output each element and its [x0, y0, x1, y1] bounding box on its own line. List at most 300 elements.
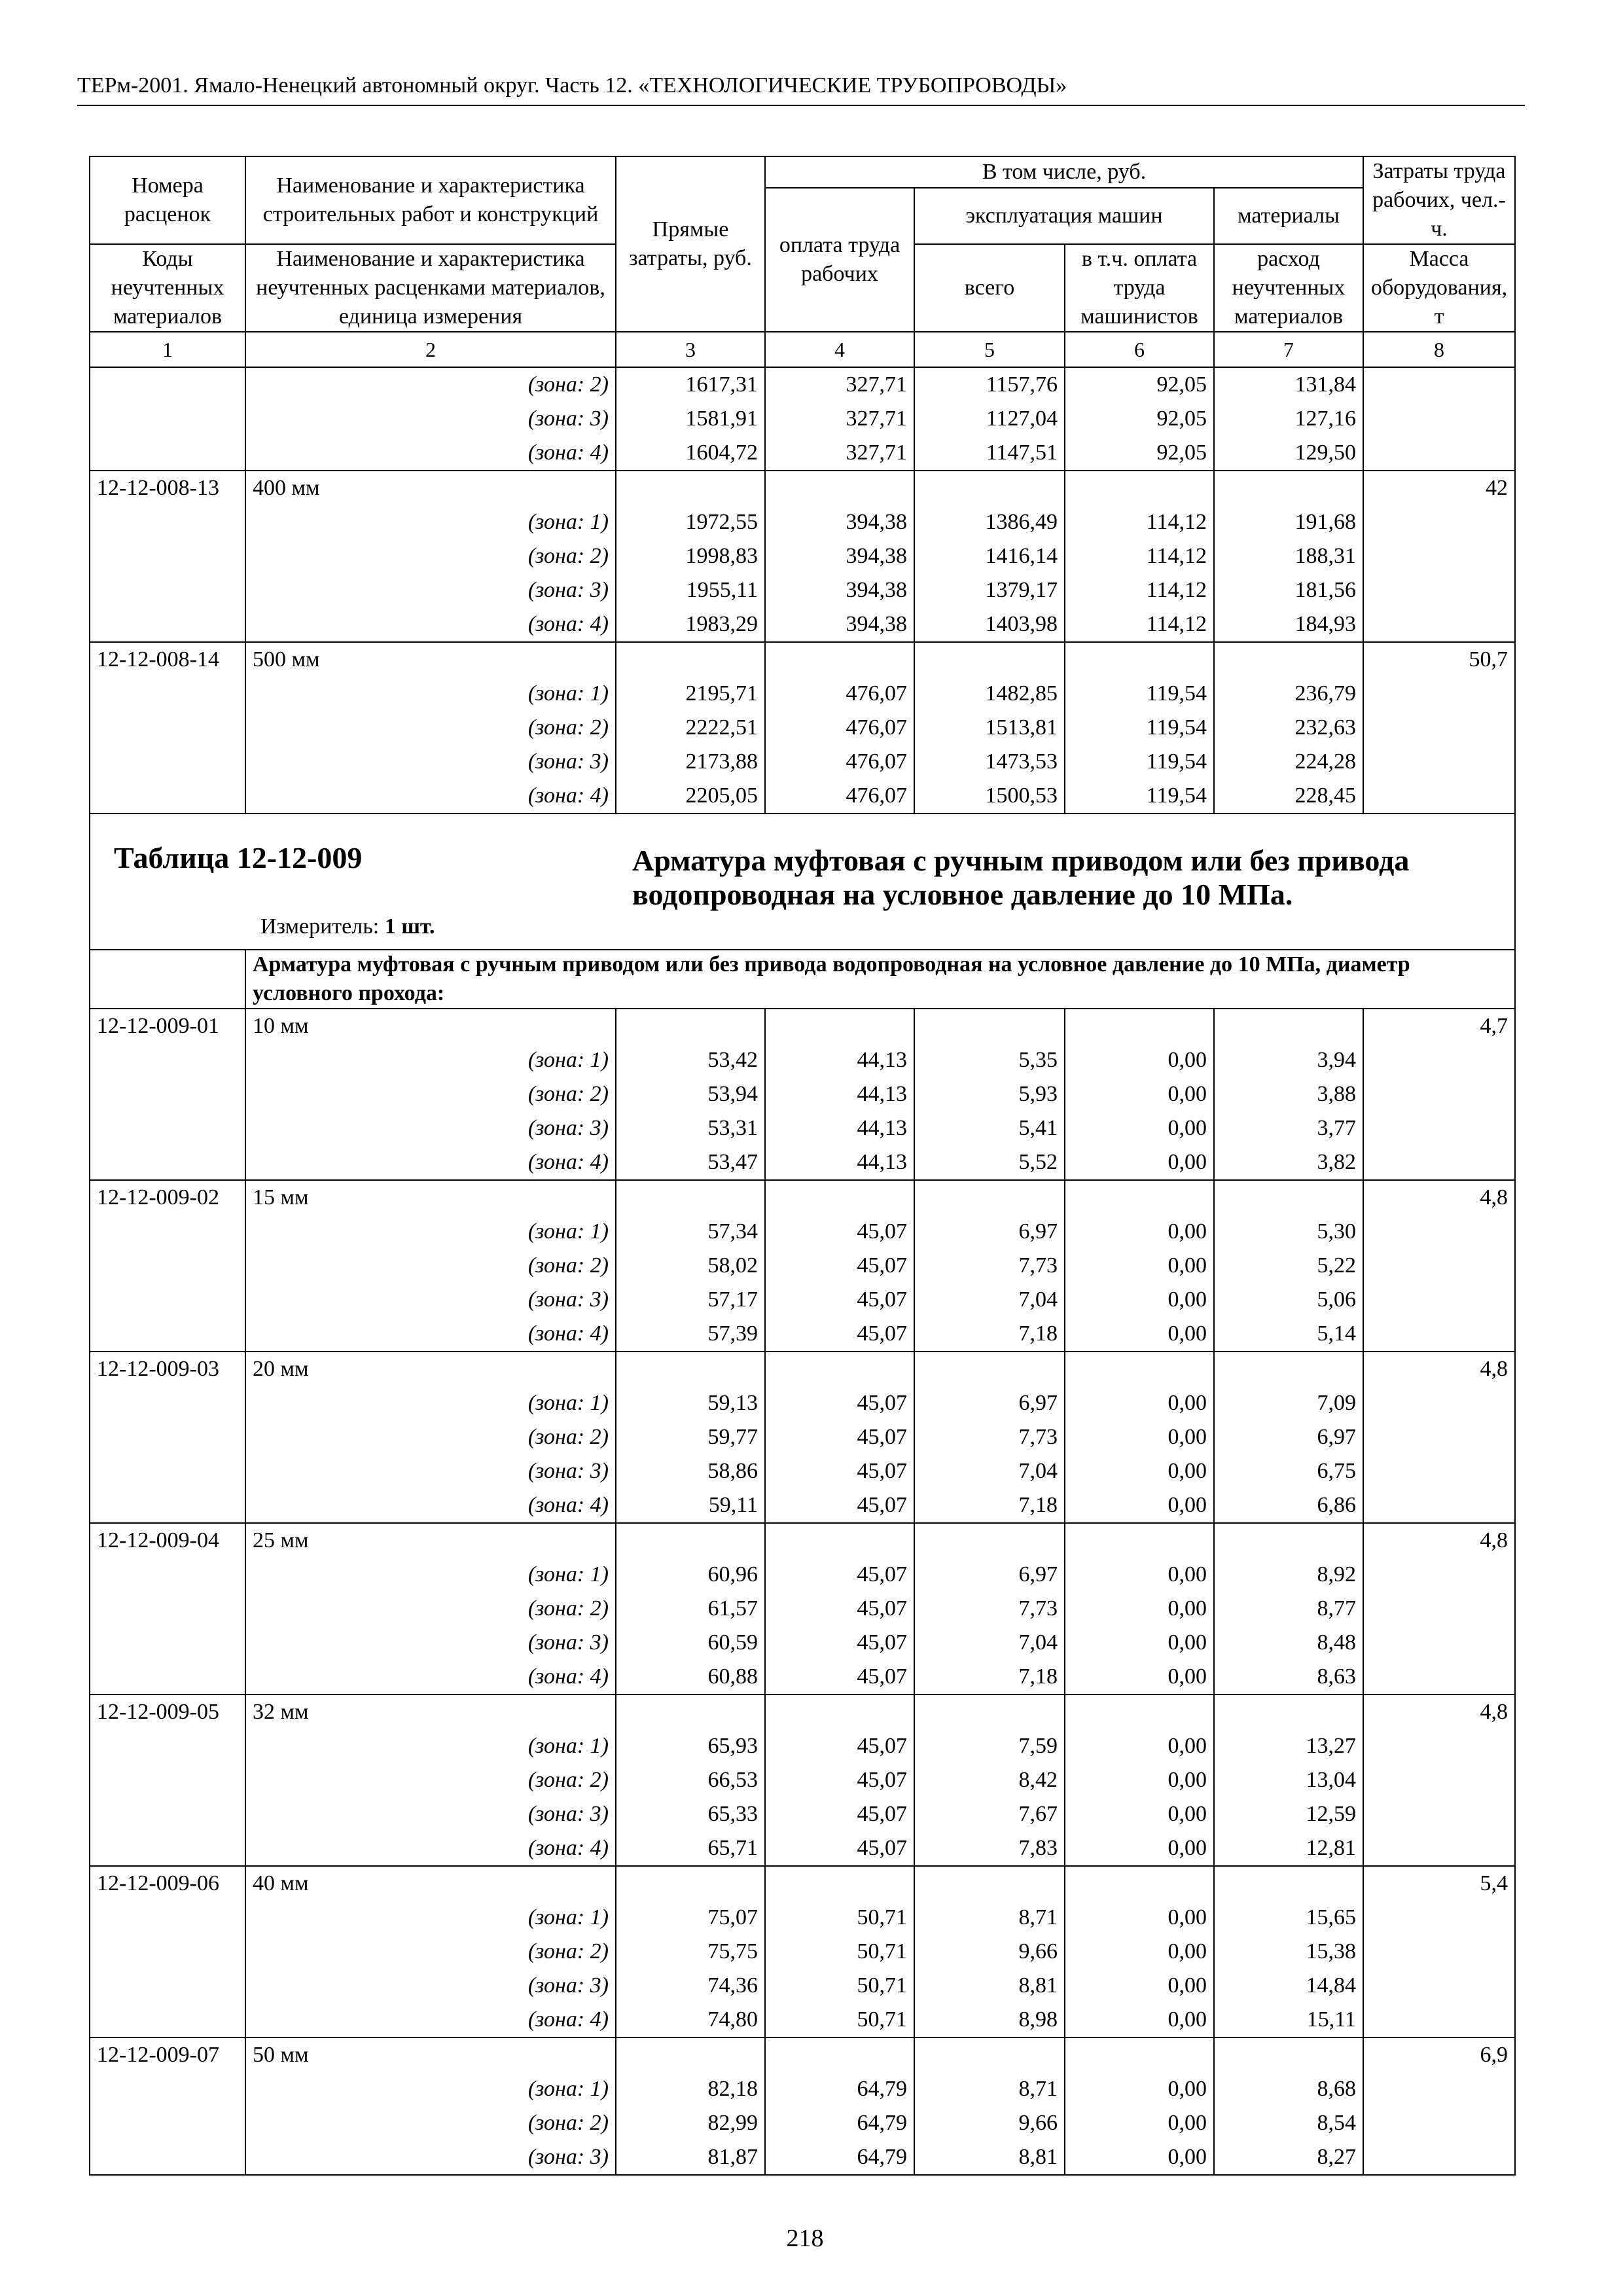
rate-name: 40 мм [245, 1866, 616, 1901]
empty-cell [90, 539, 245, 573]
equipment-mass: 6,9 [1363, 2037, 1515, 2072]
zone-label: (зона: 1) [245, 1901, 616, 1935]
value-cell: 0,00 [1065, 2072, 1214, 2106]
value-cell: 181,56 [1214, 573, 1363, 607]
empty-cell [914, 1866, 1065, 1901]
value-cell: 0,00 [1065, 1420, 1214, 1454]
empty-cell [1363, 1249, 1515, 1283]
empty-cell [1363, 573, 1515, 607]
empty-cell [90, 1043, 245, 1077]
zone-row [90, 2072, 1515, 2106]
rate-code-row [90, 1866, 1515, 1901]
value-cell: 6,86 [1214, 1488, 1363, 1523]
zone-row [90, 1111, 1515, 1145]
value-cell: 0,00 [1065, 2140, 1214, 2175]
value-cell: 8,42 [914, 1763, 1065, 1797]
value-cell: 50,71 [765, 2003, 914, 2037]
value-cell: 57,39 [616, 1317, 765, 1352]
zone-label: (зона: 2) [245, 367, 616, 402]
value-cell: 0,00 [1065, 2003, 1214, 2037]
value-cell: 119,54 [1065, 745, 1214, 779]
value-cell: 45,07 [765, 1729, 914, 1763]
empty-cell [90, 1215, 245, 1249]
empty-cell [90, 436, 245, 471]
equipment-mass: 5,4 [1363, 1866, 1515, 1901]
zone-row [90, 1626, 1515, 1660]
value-cell: 1604,72 [616, 436, 765, 471]
value-cell: 114,12 [1065, 539, 1214, 573]
value-cell: 2173,88 [616, 745, 765, 779]
zone-label: (зона: 3) [245, 402, 616, 436]
value-cell: 50,71 [765, 1935, 914, 1969]
empty-cell [90, 402, 245, 436]
zone-label: (зона: 1) [245, 1729, 616, 1763]
empty-cell [1363, 1660, 1515, 1695]
unit-value: 1 шт. [384, 914, 435, 939]
value-cell: 66,53 [616, 1763, 765, 1797]
value-cell: 1386,49 [914, 505, 1065, 539]
value-cell: 0,00 [1065, 1901, 1214, 1935]
empty-cell [90, 1831, 245, 1866]
value-cell: 50,71 [765, 1969, 914, 2003]
empty-cell [1363, 436, 1515, 471]
value-cell: 3,88 [1214, 1077, 1363, 1111]
value-cell: 7,83 [914, 1831, 1065, 1866]
value-cell: 0,00 [1065, 1283, 1214, 1317]
empty-cell [1363, 1145, 1515, 1180]
value-cell: 45,07 [765, 1763, 914, 1797]
section-title: Арматура муфтовая с ручным приводом или без привода водопроводная на условное давление до 10 МПа, диаметр условного прохода: [245, 950, 1515, 1009]
value-cell: 119,54 [1065, 711, 1214, 745]
empty-cell [90, 1454, 245, 1488]
zone-row [90, 1660, 1515, 1695]
rates-table [89, 156, 1516, 2176]
zone-label: (зона: 2) [245, 1592, 616, 1626]
rate-code-row [90, 1695, 1515, 1729]
table-name: Арматура муфтовая с ручным приводом или без привода водопроводная на условное давление до 10 МПа. [632, 844, 1410, 911]
value-cell: 5,41 [914, 1111, 1065, 1145]
empty-cell [1363, 402, 1515, 436]
value-cell: 1416,14 [914, 539, 1065, 573]
zone-label: (зона: 2) [245, 1077, 616, 1111]
empty-cell [914, 1352, 1065, 1386]
value-cell: 2205,05 [616, 779, 765, 814]
value-cell: 1157,76 [914, 367, 1065, 402]
value-cell: 0,00 [1065, 1043, 1214, 1077]
empty-cell [90, 950, 245, 1009]
value-cell: 15,38 [1214, 1935, 1363, 1969]
header-number: 8 [1363, 332, 1515, 367]
header-materials: материалы [1214, 188, 1363, 244]
value-cell: 59,13 [616, 1386, 765, 1420]
equipment-mass: 4,8 [1363, 1352, 1515, 1386]
empty-cell [1065, 1523, 1214, 1558]
value-cell: 58,86 [616, 1454, 765, 1488]
value-cell: 65,33 [616, 1797, 765, 1831]
rate-code: 12-12-008-14 [90, 642, 245, 677]
zone-row [90, 2106, 1515, 2140]
empty-cell [1363, 1797, 1515, 1831]
rate-name: 500 мм [245, 642, 616, 677]
empty-cell [1065, 1180, 1214, 1215]
zone-row [90, 505, 1515, 539]
rate-name: 32 мм [245, 1695, 616, 1729]
value-cell: 327,71 [765, 436, 914, 471]
page-number: 218 [786, 2225, 824, 2252]
value-cell: 191,68 [1214, 505, 1363, 539]
zone-row [90, 1935, 1515, 1969]
header-number: 4 [765, 332, 914, 367]
empty-cell [1065, 1695, 1214, 1729]
value-cell: 9,66 [914, 1935, 1065, 1969]
empty-cell [914, 1180, 1065, 1215]
zone-row [90, 1454, 1515, 1488]
value-cell: 74,36 [616, 1969, 765, 2003]
value-cell: 6,97 [914, 1215, 1065, 1249]
empty-cell [1363, 1386, 1515, 1420]
value-cell: 65,93 [616, 1729, 765, 1763]
value-cell: 1983,29 [616, 607, 765, 642]
empty-cell [90, 2003, 245, 2037]
value-cell: 82,99 [616, 2106, 765, 2140]
table-title-box [97, 814, 1508, 949]
rate-code: 12-12-009-05 [90, 1695, 245, 1729]
zone-row [90, 1901, 1515, 1935]
header-col3: Прямые затраты, руб. [616, 156, 765, 332]
empty-cell [1363, 1729, 1515, 1763]
zone-label: (зона: 1) [245, 1043, 616, 1077]
value-cell: 60,96 [616, 1558, 765, 1592]
value-cell: 45,07 [765, 1592, 914, 1626]
empty-cell [765, 471, 914, 505]
value-cell: 6,97 [914, 1558, 1065, 1592]
value-cell: 44,13 [765, 1077, 914, 1111]
value-cell: 64,79 [765, 2072, 914, 2106]
value-cell: 394,38 [765, 539, 914, 573]
value-cell: 0,00 [1065, 1626, 1214, 1660]
value-cell: 131,84 [1214, 367, 1363, 402]
empty-cell [1363, 1317, 1515, 1352]
empty-cell [90, 1935, 245, 1969]
empty-cell [1363, 1592, 1515, 1626]
empty-cell [1214, 2037, 1363, 2072]
empty-cell [914, 642, 1065, 677]
rate-name: 20 мм [245, 1352, 616, 1386]
empty-cell [1065, 642, 1214, 677]
zone-label: (зона: 3) [245, 745, 616, 779]
value-cell: 0,00 [1065, 1592, 1214, 1626]
zone-row [90, 607, 1515, 642]
value-cell: 6,97 [914, 1386, 1065, 1420]
value-cell: 0,00 [1065, 1969, 1214, 2003]
empty-cell [90, 1763, 245, 1797]
zone-label: (зона: 2) [245, 711, 616, 745]
zone-row [90, 1317, 1515, 1352]
zone-row [90, 2003, 1515, 2037]
empty-cell [1363, 1488, 1515, 1523]
empty-cell [1363, 1420, 1515, 1454]
value-cell: 129,50 [1214, 436, 1363, 471]
header-col2-top: Наименование и характеристика строительных работ и конструкций [245, 156, 616, 244]
empty-cell [616, 642, 765, 677]
empty-cell [90, 677, 245, 711]
header-group: В том числе, руб. [765, 156, 1363, 188]
empty-cell [765, 1180, 914, 1215]
empty-cell [1214, 1009, 1363, 1043]
empty-cell [1065, 2037, 1214, 2072]
empty-cell [1363, 1215, 1515, 1249]
empty-cell [765, 1866, 914, 1901]
header-col1-bottom: Коды неучтенных материалов [90, 244, 245, 332]
value-cell: 7,73 [914, 1249, 1065, 1283]
empty-cell [1214, 642, 1363, 677]
empty-cell [914, 1009, 1065, 1043]
zone-label: (зона: 3) [245, 1283, 616, 1317]
value-cell: 82,18 [616, 2072, 765, 2106]
zone-label: (зона: 4) [245, 779, 616, 814]
value-cell: 53,94 [616, 1077, 765, 1111]
zone-row [90, 1249, 1515, 1283]
header-labor-costs: Затраты труда рабочих, чел.-ч. [1363, 156, 1515, 244]
value-cell: 13,27 [1214, 1729, 1363, 1763]
header-col2-bottom: Наименование и характеристика неучтенных расценками материалов, единица измерения [245, 244, 616, 332]
zone-label: (зона: 2) [245, 1935, 616, 1969]
rate-name: 400 мм [245, 471, 616, 505]
zone-label: (зона: 1) [245, 2072, 616, 2106]
value-cell: 476,07 [765, 711, 914, 745]
value-cell: 1972,55 [616, 505, 765, 539]
value-cell: 44,13 [765, 1043, 914, 1077]
value-cell: 0,00 [1065, 1317, 1214, 1352]
value-cell: 74,80 [616, 2003, 765, 2037]
value-cell: 127,16 [1214, 402, 1363, 436]
zone-label: (зона: 1) [245, 1386, 616, 1420]
empty-cell [1363, 1935, 1515, 1969]
rate-code: 12-12-009-01 [90, 1009, 245, 1043]
zone-row [90, 573, 1515, 607]
value-cell: 5,35 [914, 1043, 1065, 1077]
empty-cell [1065, 1352, 1214, 1386]
equipment-mass: 42 [1363, 471, 1515, 505]
zone-row [90, 1763, 1515, 1797]
value-cell: 92,05 [1065, 436, 1214, 471]
empty-cell [90, 1969, 245, 2003]
empty-cell [90, 1488, 245, 1523]
empty-cell [90, 1729, 245, 1763]
zone-label: (зона: 4) [245, 1488, 616, 1523]
value-cell: 0,00 [1065, 1558, 1214, 1592]
value-cell: 2195,71 [616, 677, 765, 711]
value-cell: 53,47 [616, 1145, 765, 1180]
zone-row [90, 711, 1515, 745]
zone-label: (зона: 3) [245, 1111, 616, 1145]
zone-row [90, 1043, 1515, 1077]
value-cell: 5,06 [1214, 1283, 1363, 1317]
value-cell: 119,54 [1065, 779, 1214, 814]
rate-code-row [90, 2037, 1515, 2072]
value-cell: 184,93 [1214, 607, 1363, 642]
empty-cell [765, 1352, 914, 1386]
value-cell: 75,07 [616, 1901, 765, 1935]
empty-cell [1363, 1077, 1515, 1111]
zone-row [90, 1215, 1515, 1249]
zone-row [90, 1386, 1515, 1420]
equipment-mass: 50,7 [1363, 642, 1515, 677]
page-header: ТЕРм-2001. Ямало-Ненецкий автономный округ. Часть 12. «ТЕХНОЛОГИЧЕСКИЕ ТРУБОПРОВОДЫ» [77, 73, 1067, 98]
value-cell: 50,71 [765, 1901, 914, 1935]
header-number: 7 [1214, 332, 1363, 367]
empty-cell [616, 471, 765, 505]
value-cell: 1513,81 [914, 711, 1065, 745]
empty-cell [1363, 1831, 1515, 1866]
zone-row [90, 1077, 1515, 1111]
value-cell: 92,05 [1065, 367, 1214, 402]
empty-cell [1363, 1763, 1515, 1797]
value-cell: 8,27 [1214, 2140, 1363, 2175]
value-cell: 5,22 [1214, 1249, 1363, 1283]
empty-cell [90, 1901, 245, 1935]
empty-cell [90, 2106, 245, 2140]
empty-cell [1065, 1866, 1214, 1901]
zone-row [90, 436, 1515, 471]
value-cell: 114,12 [1065, 505, 1214, 539]
header-number: 1 [90, 332, 245, 367]
value-cell: 92,05 [1065, 402, 1214, 436]
value-cell: 0,00 [1065, 1249, 1214, 1283]
zone-label: (зона: 1) [245, 1558, 616, 1592]
empty-cell [616, 1009, 765, 1043]
value-cell: 3,94 [1214, 1043, 1363, 1077]
value-cell: 45,07 [765, 1660, 914, 1695]
zone-row [90, 1283, 1515, 1317]
empty-cell [616, 1352, 765, 1386]
value-cell: 394,38 [765, 607, 914, 642]
value-cell: 45,07 [765, 1386, 914, 1420]
empty-cell [616, 1523, 765, 1558]
header-col1-top: Номера расценок [90, 156, 245, 244]
empty-cell [1214, 1523, 1363, 1558]
value-cell: 7,67 [914, 1797, 1065, 1831]
value-cell: 327,71 [765, 402, 914, 436]
empty-cell [1214, 1352, 1363, 1386]
empty-cell [1214, 1180, 1363, 1215]
value-cell: 5,14 [1214, 1317, 1363, 1352]
empty-cell [1363, 1111, 1515, 1145]
empty-cell [1363, 1901, 1515, 1935]
value-cell: 0,00 [1065, 1831, 1214, 1866]
rate-code-row [90, 1180, 1515, 1215]
value-cell: 114,12 [1065, 607, 1214, 642]
value-cell: 8,81 [914, 1969, 1065, 2003]
value-cell: 45,07 [765, 1454, 914, 1488]
empty-cell [1065, 1009, 1214, 1043]
value-cell: 7,04 [914, 1283, 1065, 1317]
empty-cell [90, 2072, 245, 2106]
header-number: 2 [245, 332, 616, 367]
value-cell: 45,07 [765, 1249, 914, 1283]
empty-cell [765, 2037, 914, 2072]
zone-label: (зона: 4) [245, 1317, 616, 1352]
empty-cell [1363, 745, 1515, 779]
equipment-mass: 4,8 [1363, 1695, 1515, 1729]
zone-label: (зона: 1) [245, 505, 616, 539]
value-cell: 9,66 [914, 2106, 1065, 2140]
empty-cell [90, 607, 245, 642]
value-cell: 1473,53 [914, 745, 1065, 779]
zone-label: (зона: 4) [245, 436, 616, 471]
empty-cell [616, 1180, 765, 1215]
empty-cell [90, 745, 245, 779]
zone-row [90, 1145, 1515, 1180]
section-title-row [90, 950, 1515, 1009]
empty-cell [90, 505, 245, 539]
table-unit [260, 912, 435, 941]
value-cell: 476,07 [765, 779, 914, 814]
value-cell: 0,00 [1065, 2106, 1214, 2140]
zone-label: (зона: 4) [245, 2003, 616, 2037]
empty-cell [90, 1111, 245, 1145]
value-cell: 45,07 [765, 1797, 914, 1831]
value-cell: 45,07 [765, 1420, 914, 1454]
value-cell: 8,48 [1214, 1626, 1363, 1660]
empty-cell [1363, 1558, 1515, 1592]
value-cell: 8,98 [914, 2003, 1065, 2037]
value-cell: 45,07 [765, 1558, 914, 1592]
value-cell: 188,31 [1214, 539, 1363, 573]
rate-code: 12-12-009-04 [90, 1523, 245, 1558]
header-number: 3 [616, 332, 765, 367]
value-cell: 81,87 [616, 2140, 765, 2175]
empty-cell [1363, 367, 1515, 402]
empty-cell [90, 1249, 245, 1283]
zone-row [90, 677, 1515, 711]
zone-row [90, 1831, 1515, 1866]
zone-label: (зона: 3) [245, 1797, 616, 1831]
value-cell: 7,73 [914, 1420, 1065, 1454]
zone-row [90, 745, 1515, 779]
empty-cell [90, 779, 245, 814]
value-cell: 12,81 [1214, 1831, 1363, 1866]
value-cell: 5,52 [914, 1145, 1065, 1180]
equipment-mass: 4,7 [1363, 1009, 1515, 1043]
zone-label: (зона: 3) [245, 1969, 616, 2003]
value-cell: 45,07 [765, 1626, 914, 1660]
value-cell: 8,63 [1214, 1660, 1363, 1695]
zone-label: (зона: 4) [245, 607, 616, 642]
empty-cell [765, 642, 914, 677]
value-cell: 236,79 [1214, 677, 1363, 711]
value-cell: 3,82 [1214, 1145, 1363, 1180]
empty-cell [1363, 2072, 1515, 2106]
rate-code-row [90, 1352, 1515, 1386]
value-cell: 14,84 [1214, 1969, 1363, 2003]
zone-label: (зона: 2) [245, 2106, 616, 2140]
value-cell: 7,73 [914, 1592, 1065, 1626]
empty-cell [1363, 1043, 1515, 1077]
empty-cell [90, 1145, 245, 1180]
value-cell: 60,59 [616, 1626, 765, 1660]
empty-cell [90, 1420, 245, 1454]
value-cell: 394,38 [765, 573, 914, 607]
value-cell: 64,79 [765, 2140, 914, 2175]
zone-label: (зона: 1) [245, 1215, 616, 1249]
value-cell: 61,57 [616, 1592, 765, 1626]
value-cell: 0,00 [1065, 1488, 1214, 1523]
zone-row [90, 1729, 1515, 1763]
value-cell: 1482,85 [914, 677, 1065, 711]
value-cell: 7,04 [914, 1626, 1065, 1660]
zone-row [90, 367, 1515, 402]
